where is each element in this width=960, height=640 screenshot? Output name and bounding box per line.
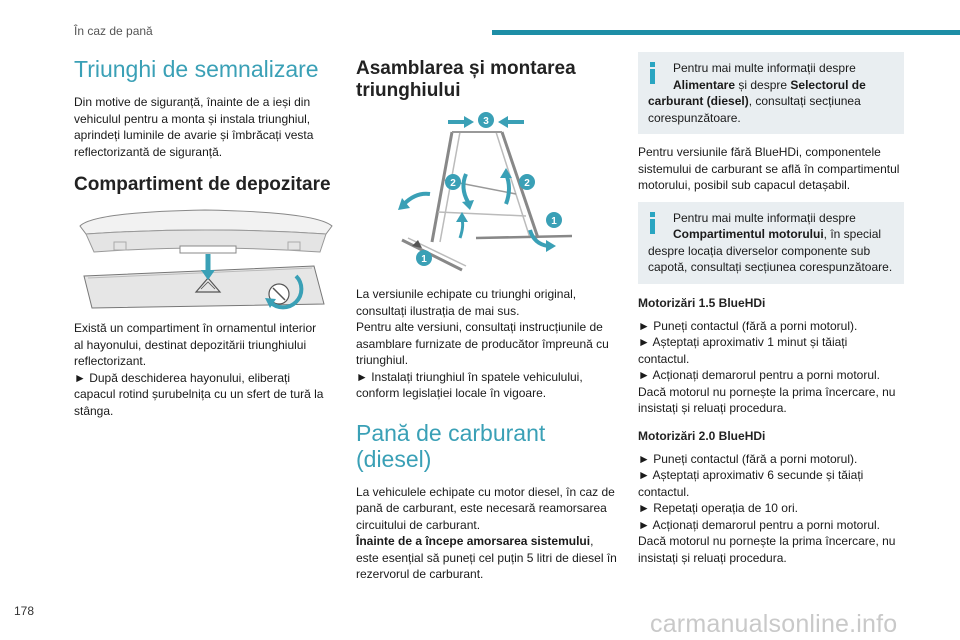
link-engine-compartment: Compartimentul motorului <box>673 227 824 241</box>
callout-1-right <box>546 212 562 228</box>
text-line: asamblare furnizate de producător împreună cu <box>356 336 609 351</box>
text-line: sistemului de carburant se află în compartimentul <box>638 161 900 176</box>
callout-3 <box>478 112 494 128</box>
text-fragment: și despre <box>735 77 791 92</box>
text-line: circuitului de carburant. <box>356 517 481 532</box>
column-3 <box>638 52 904 574</box>
text-line: consultați ilustrația de mai sus. <box>356 303 520 318</box>
info-icon <box>649 62 655 84</box>
text-line: Există un compartiment în ornamentul interior <box>74 321 317 335</box>
text-line: Pentru alte versiuni, consultați instrucțiunile de <box>356 320 603 334</box>
text-line: aprindeți luminile de avarie și îmbrăcați vesta <box>74 128 314 142</box>
text-line: reflectorizantă de siguranță. <box>74 144 223 159</box>
text-line: motorului, posibil sub capacul detașabil. <box>638 178 851 192</box>
text-line: reflectorizant. <box>74 354 147 368</box>
text-line: Din motive de siguranță, înainte de a ieși din <box>74 95 311 109</box>
step-line: ► Acționați demarorul pentru a porni motorul. <box>638 368 880 382</box>
assembly-paragraph <box>356 286 622 402</box>
text-fragment: , în special <box>823 227 882 241</box>
step-line: Dacă motorul nu pornește la prima încercare, nu <box>638 534 896 548</box>
subtitle-2-0-bluehdi: Motorizări 2.0 BlueHDi <box>638 428 766 443</box>
text-line: este esențial să puneți cel puțin 5 litri de diesel în <box>356 550 617 565</box>
info-icon <box>649 212 655 234</box>
info-box-refuelling <box>638 52 904 134</box>
info-line <box>648 77 894 94</box>
title-triangle-assembly <box>356 58 622 102</box>
callout-label: 1 <box>551 216 557 227</box>
title-line: triunghiului <box>356 80 461 101</box>
text-line: pană de carburant, este necesară reamorsarea <box>356 501 607 515</box>
text-line: vehiculul pentru a monta și instala triunghiul, <box>74 111 311 126</box>
callout-label: 2 <box>524 178 530 189</box>
title-storage-compartment: Compartiment de depozitare <box>74 174 331 195</box>
header-accent-bar <box>492 30 960 35</box>
page-number: 178 <box>14 604 35 618</box>
tailgate-storage-illustration <box>74 206 336 314</box>
link-refuelling: Alimentare <box>673 77 736 92</box>
link-fuel-selector: Selectorul de <box>790 77 866 92</box>
title-warning-triangle: Triunghi de semnalizare <box>74 56 319 82</box>
text-line <box>356 533 622 550</box>
text-line: stânga. <box>74 403 114 418</box>
callout-2-right <box>519 174 535 190</box>
intro-paragraph <box>74 94 336 160</box>
steps-2-0-bluehdi <box>638 451 904 567</box>
step-line: insistați și reluați procedura. <box>638 401 787 415</box>
callout-label: 3 <box>483 116 489 127</box>
non-bluehdi-paragraph <box>638 144 904 194</box>
step-line: ► Așteptați aproximativ 1 minut și tăiați <box>638 335 848 349</box>
callout-label: 1 <box>421 254 427 265</box>
link-fuel-selector-cont: carburant (diesel) <box>648 94 749 108</box>
info-line: despre locația diverselor componente sub <box>648 243 871 258</box>
title-line: Pană de carburant <box>356 419 546 446</box>
step-line: insistați și reluați procedura. <box>638 550 787 565</box>
text-line: ► Instalați triunghiul în spatele vehiculului, <box>356 369 583 384</box>
callout-1-left <box>416 250 432 266</box>
title-line: Asamblarea și montarea <box>356 58 576 79</box>
step-line: Dacă motorul nu pornește la prima încercare, nu <box>638 384 896 399</box>
text-line: ► După deschiderea hayonului, eliberați <box>74 370 291 385</box>
column-1 <box>74 52 336 427</box>
info-line: Pentru mai multe informații despre <box>673 61 856 75</box>
title-out-of-fuel <box>356 420 622 472</box>
column-2 <box>356 52 622 591</box>
info-line <box>648 93 894 110</box>
step-line: contactul. <box>638 484 690 499</box>
info-line: Pentru mai multe informații despre <box>673 210 856 225</box>
bold-phrase: Înainte de a începe amorsarea sistemului <box>356 534 591 548</box>
text-line: rezervorul de carburant. <box>356 567 484 581</box>
storage-paragraph <box>74 320 336 419</box>
info-line: corespunzătoare. <box>648 110 741 125</box>
text-line: capacul rotind șurubelnița cu un sfert de tură la <box>74 387 324 401</box>
title-line: (diesel) <box>356 445 432 472</box>
watermark-logo: carmanualsonline.info <box>650 610 898 638</box>
step-line: ► Așteptați aproximativ 6 secunde și tăiați <box>638 468 864 482</box>
step-line: ► Puneți contactul (fără a porni motorul). <box>638 318 858 333</box>
info-box-engine-compartment <box>638 202 904 284</box>
callout-2-left <box>445 174 461 190</box>
info-line: capotă, consultați secțiunea corespunzătoare. <box>648 260 893 274</box>
info-line <box>648 226 894 243</box>
text-line: conform legislației locale în vigoare. <box>356 386 547 400</box>
text-line: al hayonului, destinat depozitării triunghiului <box>74 337 307 352</box>
callout-label: 2 <box>450 178 456 189</box>
step-line: ► Acționați demarorul pentru a porni motorul. <box>638 517 880 532</box>
steps-1-5-bluehdi <box>638 318 904 417</box>
step-line: contactul. <box>638 351 690 366</box>
triangle-assembly-illustration <box>356 108 622 276</box>
subtitle-1-5-bluehdi: Motorizări 1.5 BlueHDi <box>638 295 766 310</box>
text-line: La versiunile echipate cu triunghi original, <box>356 287 577 301</box>
text-line: triunghiul. <box>356 353 409 367</box>
running-header: În caz de pană <box>74 24 153 38</box>
text-line: La vehiculele echipate cu motor diesel, în caz de <box>356 484 615 499</box>
text-line: Pentru versiunile fără BlueHDi, componentele <box>638 145 881 159</box>
punctuation: , <box>590 534 594 548</box>
step-line: ► Repetați operația de 10 ori. <box>638 501 798 515</box>
diesel-paragraph <box>356 484 622 583</box>
text-fragment: , consultați secțiunea <box>748 94 861 108</box>
step-line: ► Puneți contactul (fără a porni motorul). <box>638 451 858 466</box>
